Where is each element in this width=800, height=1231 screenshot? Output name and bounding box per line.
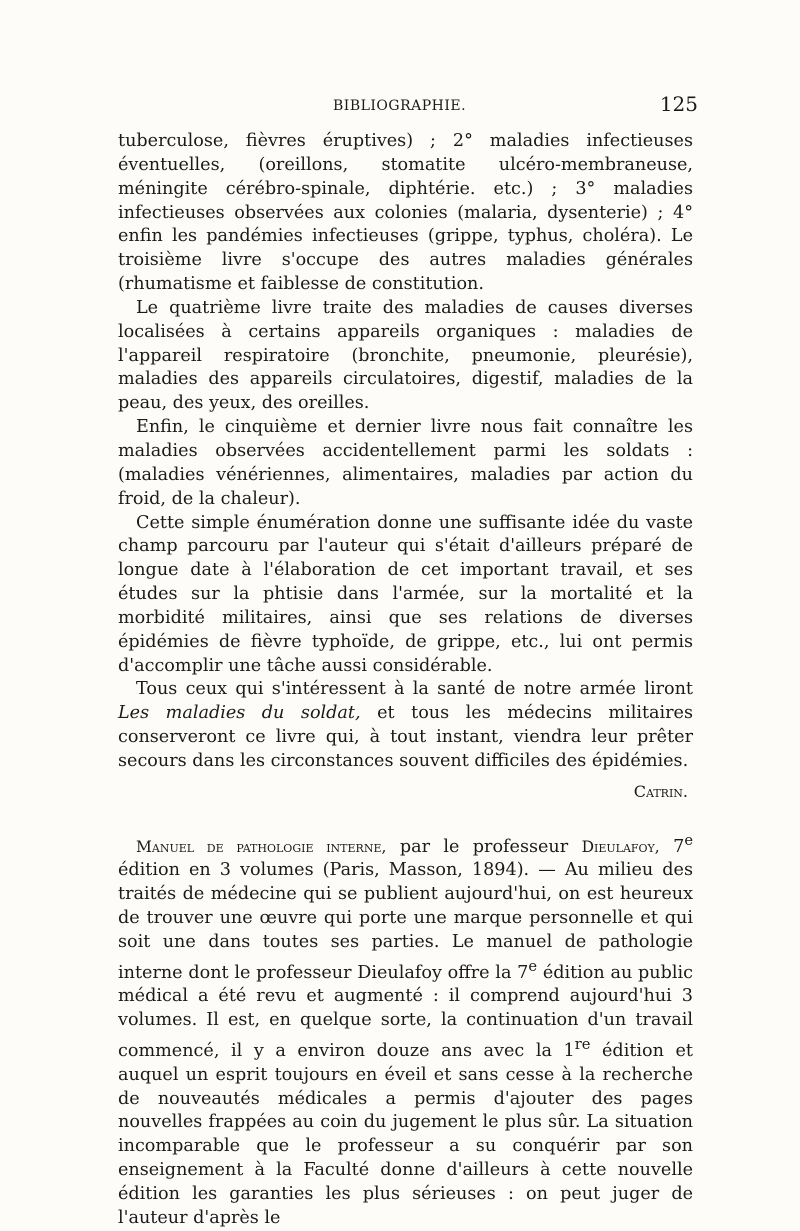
conclusion-text-start: Tous ceux qui s'intéressent à la santé de notre armée liront [136,679,693,700]
page-body [118,130,693,1231]
edition-superscript: e [684,831,694,849]
superscript-2: e [528,957,538,975]
paragraph-conclusion [118,678,693,773]
book-title-italic: Les maladies du soldat, [118,703,361,724]
paragraph-fifth-book: Enfin, le cinquième et dernier livre nous fait connaître les maladies observées accidentellement parmi les soldats : (maladies vénériennes, alimentaires, maladies par action du froid, de la chaleur). [118,417,693,509]
reviewed-book-title: Manuel de pathologie interne, [136,837,387,856]
conclusion-text-end: et tous les médecins militaires conserveront ce livre qui, à tout instant, viendra leur prêter secours dans les circonstances souvent difficiles des épidémies. [118,703,693,771]
paragraph-review-dieulafoy [118,829,693,1231]
superscript-3: re [574,1036,591,1054]
review-by: par le professeur [399,836,569,857]
paragraph-fourth-book: Le quatrième livre traite des maladies de causes diverses localisées à certains appareils organiques : maladies de l'appareil respiratoire (bronchite, pneumonie, pleurésie), maladies des appareils circulatoires, digestif, maladies de la peau, des yeux, des oreilles. [118,297,693,414]
review-signature: Catrin. [633,781,688,801]
paragraph-continued: tuberculose, fièvres éruptives) ; 2° maladies infectieuses éventuelles, (oreillons, stomatite ulcéro-membraneuse, méningite cérébro-spinale, diphtérie. etc.) ; 3° maladies infectieuses observées aux colonies (malaria, dysenterie) ; 4° enfin les pandémies infectieuses (grippe, typhus, choléra). Le troisième livre s'occupe des autres maladies générales (rhumatisme et faiblesse de constitution. [118,131,693,295]
review-text-2: édition au public médical a été revu et augmenté : il comprend aujourd'hui 3 volumes. Il est, en quelque sorte, la continuation d'un travail commencé, il y a environ douze ans avec la 1 [118,962,694,1061]
review-text-1: édition en 3 volumes (Paris, Masson, 1894). — Au milieu des traités de médecine qui se publient aujourd'hui, on est heureux de trouver une œuvre qui porte une marque personnelle et qui soit une dans toutes ses parties. Le manuel de pathologie interne dont le professeur Dieulafoy offre la 7 [118,860,693,983]
page-number: 125 [659,92,698,116]
edition-number: 7 [673,836,685,857]
paragraph-enumeration: Cette simple énumération donne une suffisante idée du vaste champ parcouru par l'auteur qui s'était d'ailleurs préparé de longue date à l'élaboration de cet important travail, et ses études sur la phtisie dans l'armée, sur la mortalité et la morbidité militaires, ainsi que ses relations de diverses épidémies de fièvre typhoïde, de grippe, etc., lui ont permis d'accomplir une tâche aussi considérable. [118,512,693,676]
review-text-3: édition et auquel un esprit toujours en éveil et sans cesse à la recherche de nouveautés médicales a permis d'ajouter des pages nouvelles frappées au coin du jugement le plus sûr. La situation incomparable que le professeur a su conquérir par son enseignement à la Faculté donne d'ailleurs à cette nouvelle édition les garanties les plus sérieuses : on peut juger de l'auteur d'après le [118,1040,694,1228]
running-head: BIBLIOGRAPHIE. [333,98,467,114]
reviewed-author: Dieulafoy, [581,837,660,856]
page-header [118,92,698,122]
